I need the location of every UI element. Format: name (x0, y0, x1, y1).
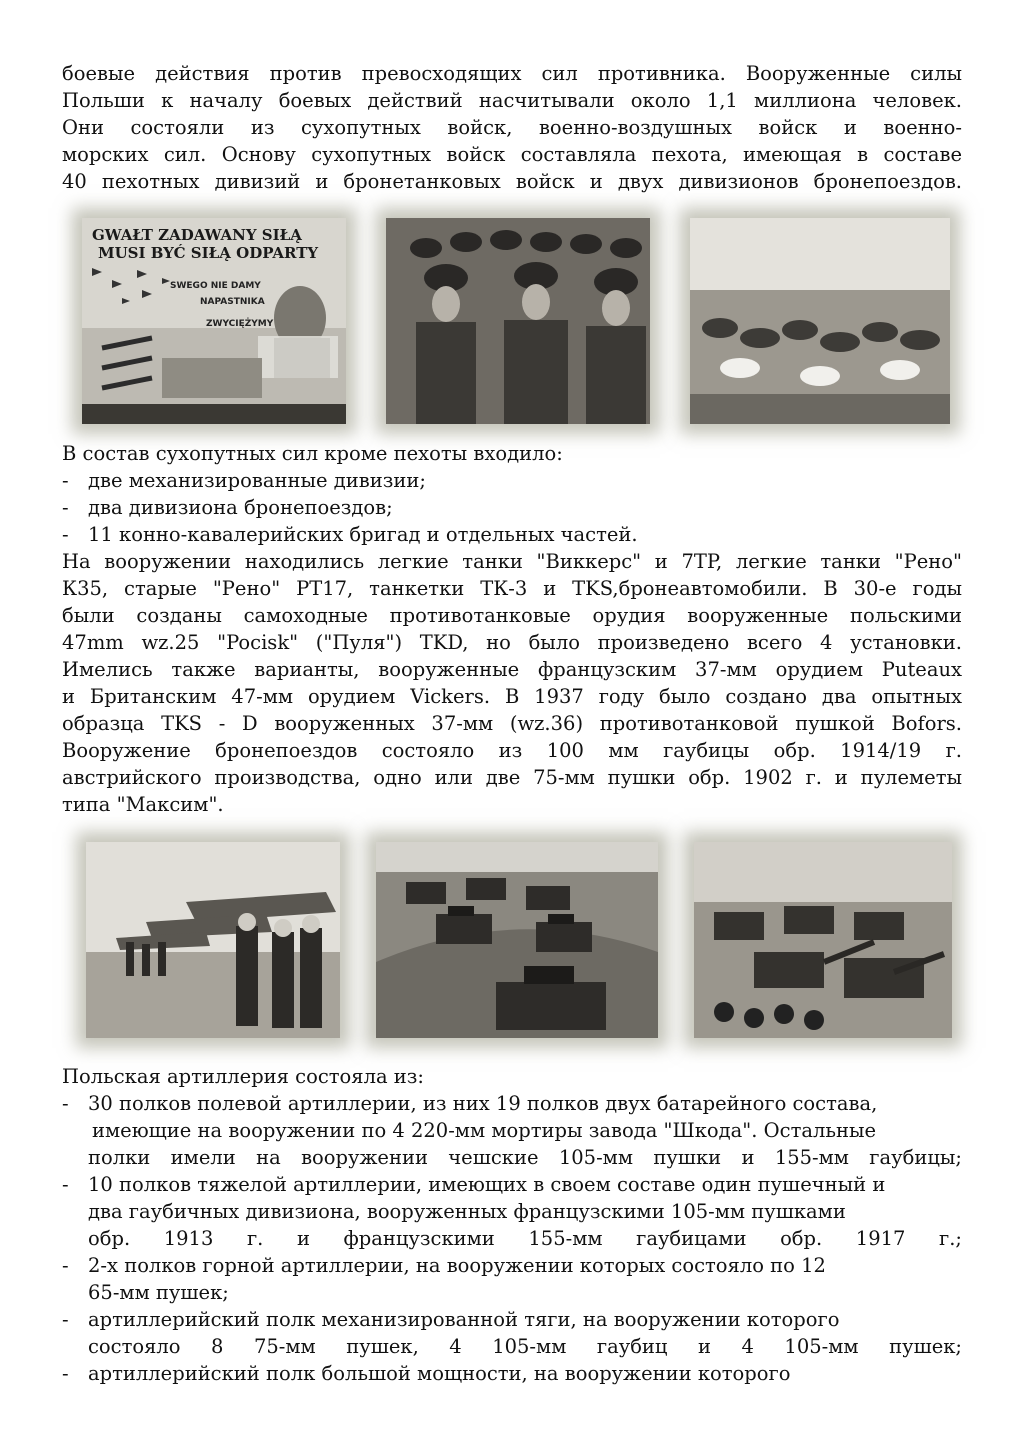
text-line: 47mm wz.25 "Pocisk" ("Пуля") TKD, но было произведено всего 4 установки. (62, 631, 962, 654)
list-dash: - (62, 1308, 69, 1331)
text-line: боевые действия против превосходящих сил противника. Вооруженные силы (62, 62, 962, 85)
list-dash: - (62, 1254, 69, 1277)
list-item (62, 1306, 962, 1360)
photo-soldiers-helmets (386, 218, 650, 424)
artillery-heading: Польская артиллерия состояла из: (62, 1065, 424, 1088)
list-dash: - (62, 496, 69, 519)
text-line: состояло 8 75-мм пушек, 4 105-мм гаубиц и 4 105-мм пушек; (88, 1335, 962, 1358)
pilots-illustration (86, 842, 340, 1038)
list-item (62, 1360, 962, 1387)
list-dash: - (62, 469, 69, 492)
photo-propaganda-poster (82, 218, 346, 424)
armament-paragraph (62, 548, 962, 818)
text-line: образца TKS - D вооруженных 37-мм (wz.36) противотанковой пушкой Bofors. (62, 712, 962, 735)
list-dash: - (62, 1362, 69, 1385)
photo-row-1 (82, 218, 950, 424)
list-item (62, 521, 962, 548)
list-item (62, 467, 962, 494)
text-line: были созданы самоходные противотанковые орудия вооруженные польскими (62, 604, 962, 627)
poster-slogan-2: NAPASTNIKA (200, 297, 265, 307)
text-line: артиллерийский полк механизированной тяги, на вооружении которого (88, 1308, 840, 1331)
text-line: 40 пехотных дивизий и бронетанковых войск и двух дивизионов бронепоездов. (62, 170, 962, 193)
text-line: два гаубичных дивизиона, вооруженных французскими 105-мм пушками (88, 1200, 846, 1223)
text-line: обр. 1913 г. и французскими 155-мм гаубицами обр. 1917 г.; (88, 1227, 962, 1250)
list-item (62, 1090, 962, 1171)
cavalry-illustration (690, 218, 950, 424)
photo-cavalry-charge (690, 218, 950, 424)
list-item-text: два дивизиона бронепоездов; (88, 496, 393, 519)
poster-title-2: MUSI BYĆ SIŁĄ ODPARTY (98, 244, 319, 262)
list-dash: - (62, 1173, 69, 1196)
text-line: 10 полков тяжелой артиллерии, имеющих в своем составе один пушечный и (88, 1173, 886, 1196)
photo-tank-column (376, 842, 658, 1038)
artillery-list (62, 1090, 962, 1387)
text-line: 30 полков полевой артиллерии, из них 19 полков двух батарейного состава, (88, 1092, 878, 1115)
list-dash: - (62, 523, 69, 546)
text-line: морских сил. Основу сухопутных войск составляла пехота, имеющая в составе (62, 143, 962, 166)
text-line: австрийского производства, одно или две 75-мм пушки обр. 1902 г. и пулеметы (62, 766, 962, 789)
ground-heading: В состав сухопутных сил кроме пехоты входило: (62, 442, 563, 465)
poster-illustration (82, 218, 346, 424)
photo-pilots-aircraft (86, 842, 340, 1038)
text-line: и Британским 47-мм орудием Vickers. В 1937 году было создано два опытных (62, 685, 962, 708)
list-item-text (88, 1252, 962, 1306)
tanks-illustration (376, 842, 658, 1038)
list-item-text (88, 1360, 962, 1387)
text-line: Польши к началу боевых действий насчитывали около 1,1 миллиона человек. (62, 89, 962, 112)
intro-paragraph (62, 60, 962, 195)
list-item-text: 11 конно-кавалерийских бригад и отдельных частей. (88, 523, 638, 546)
list-item (62, 1171, 962, 1252)
list-item-text (88, 1306, 962, 1360)
text-line: 2-х полков горной артиллерии, на вооружении которых состояло по 12 (88, 1254, 826, 1277)
photo-artillery-trucks (694, 842, 952, 1038)
poster-title-1: GWAŁT ZADAWANY SIŁĄ (92, 226, 302, 244)
text-line: 65-мм пушек; (88, 1281, 229, 1304)
list-item (62, 494, 962, 521)
text-line: Они состояли из сухопутных войск, военно-воздушных войск и военно- (62, 116, 962, 139)
text-line: полки имели на вооружении чешские 105-мм пушки и 155-мм гаубицы; (88, 1146, 962, 1169)
trucks-illustration (694, 842, 952, 1038)
text-line: Вооружение бронепоездов состояло из 100 мм гаубицы обр. 1914/19 г. (62, 739, 962, 762)
text-line: имеющие на вооружении по 4 220-мм мортиры завода "Шкода". Остальные (92, 1119, 877, 1142)
poster-slogan-1: SWEGO NIE DAMY (170, 281, 261, 291)
text-line: На вооружении находились легкие танки "Виккерс" и 7TP, легкие танки "Рено" (62, 550, 962, 573)
text-line: К35, старые "Рено" РТ17, танкетки ТК-3 и TKS,бронеавтомобили. В 30-е годы (62, 577, 962, 600)
poster-slogan-3: ZWYCIĘŻYMY (206, 319, 274, 329)
text-line: Имелись также варианты, вооруженные французским 37-мм орудием Puteaux (62, 658, 962, 681)
list-item-text (88, 1171, 962, 1252)
text-line: типа "Максим". (62, 793, 224, 816)
list-item-text (88, 1090, 962, 1171)
list-dash: - (62, 1092, 69, 1115)
text-line: артиллерийский полк большой мощности, на вооружении которого (88, 1362, 791, 1385)
list-item (62, 1252, 962, 1306)
soldiers-illustration (386, 218, 650, 424)
photo-row-2 (86, 842, 952, 1038)
ground-forces-list (62, 467, 962, 548)
list-item-text: две механизированные дивизии; (88, 469, 426, 492)
